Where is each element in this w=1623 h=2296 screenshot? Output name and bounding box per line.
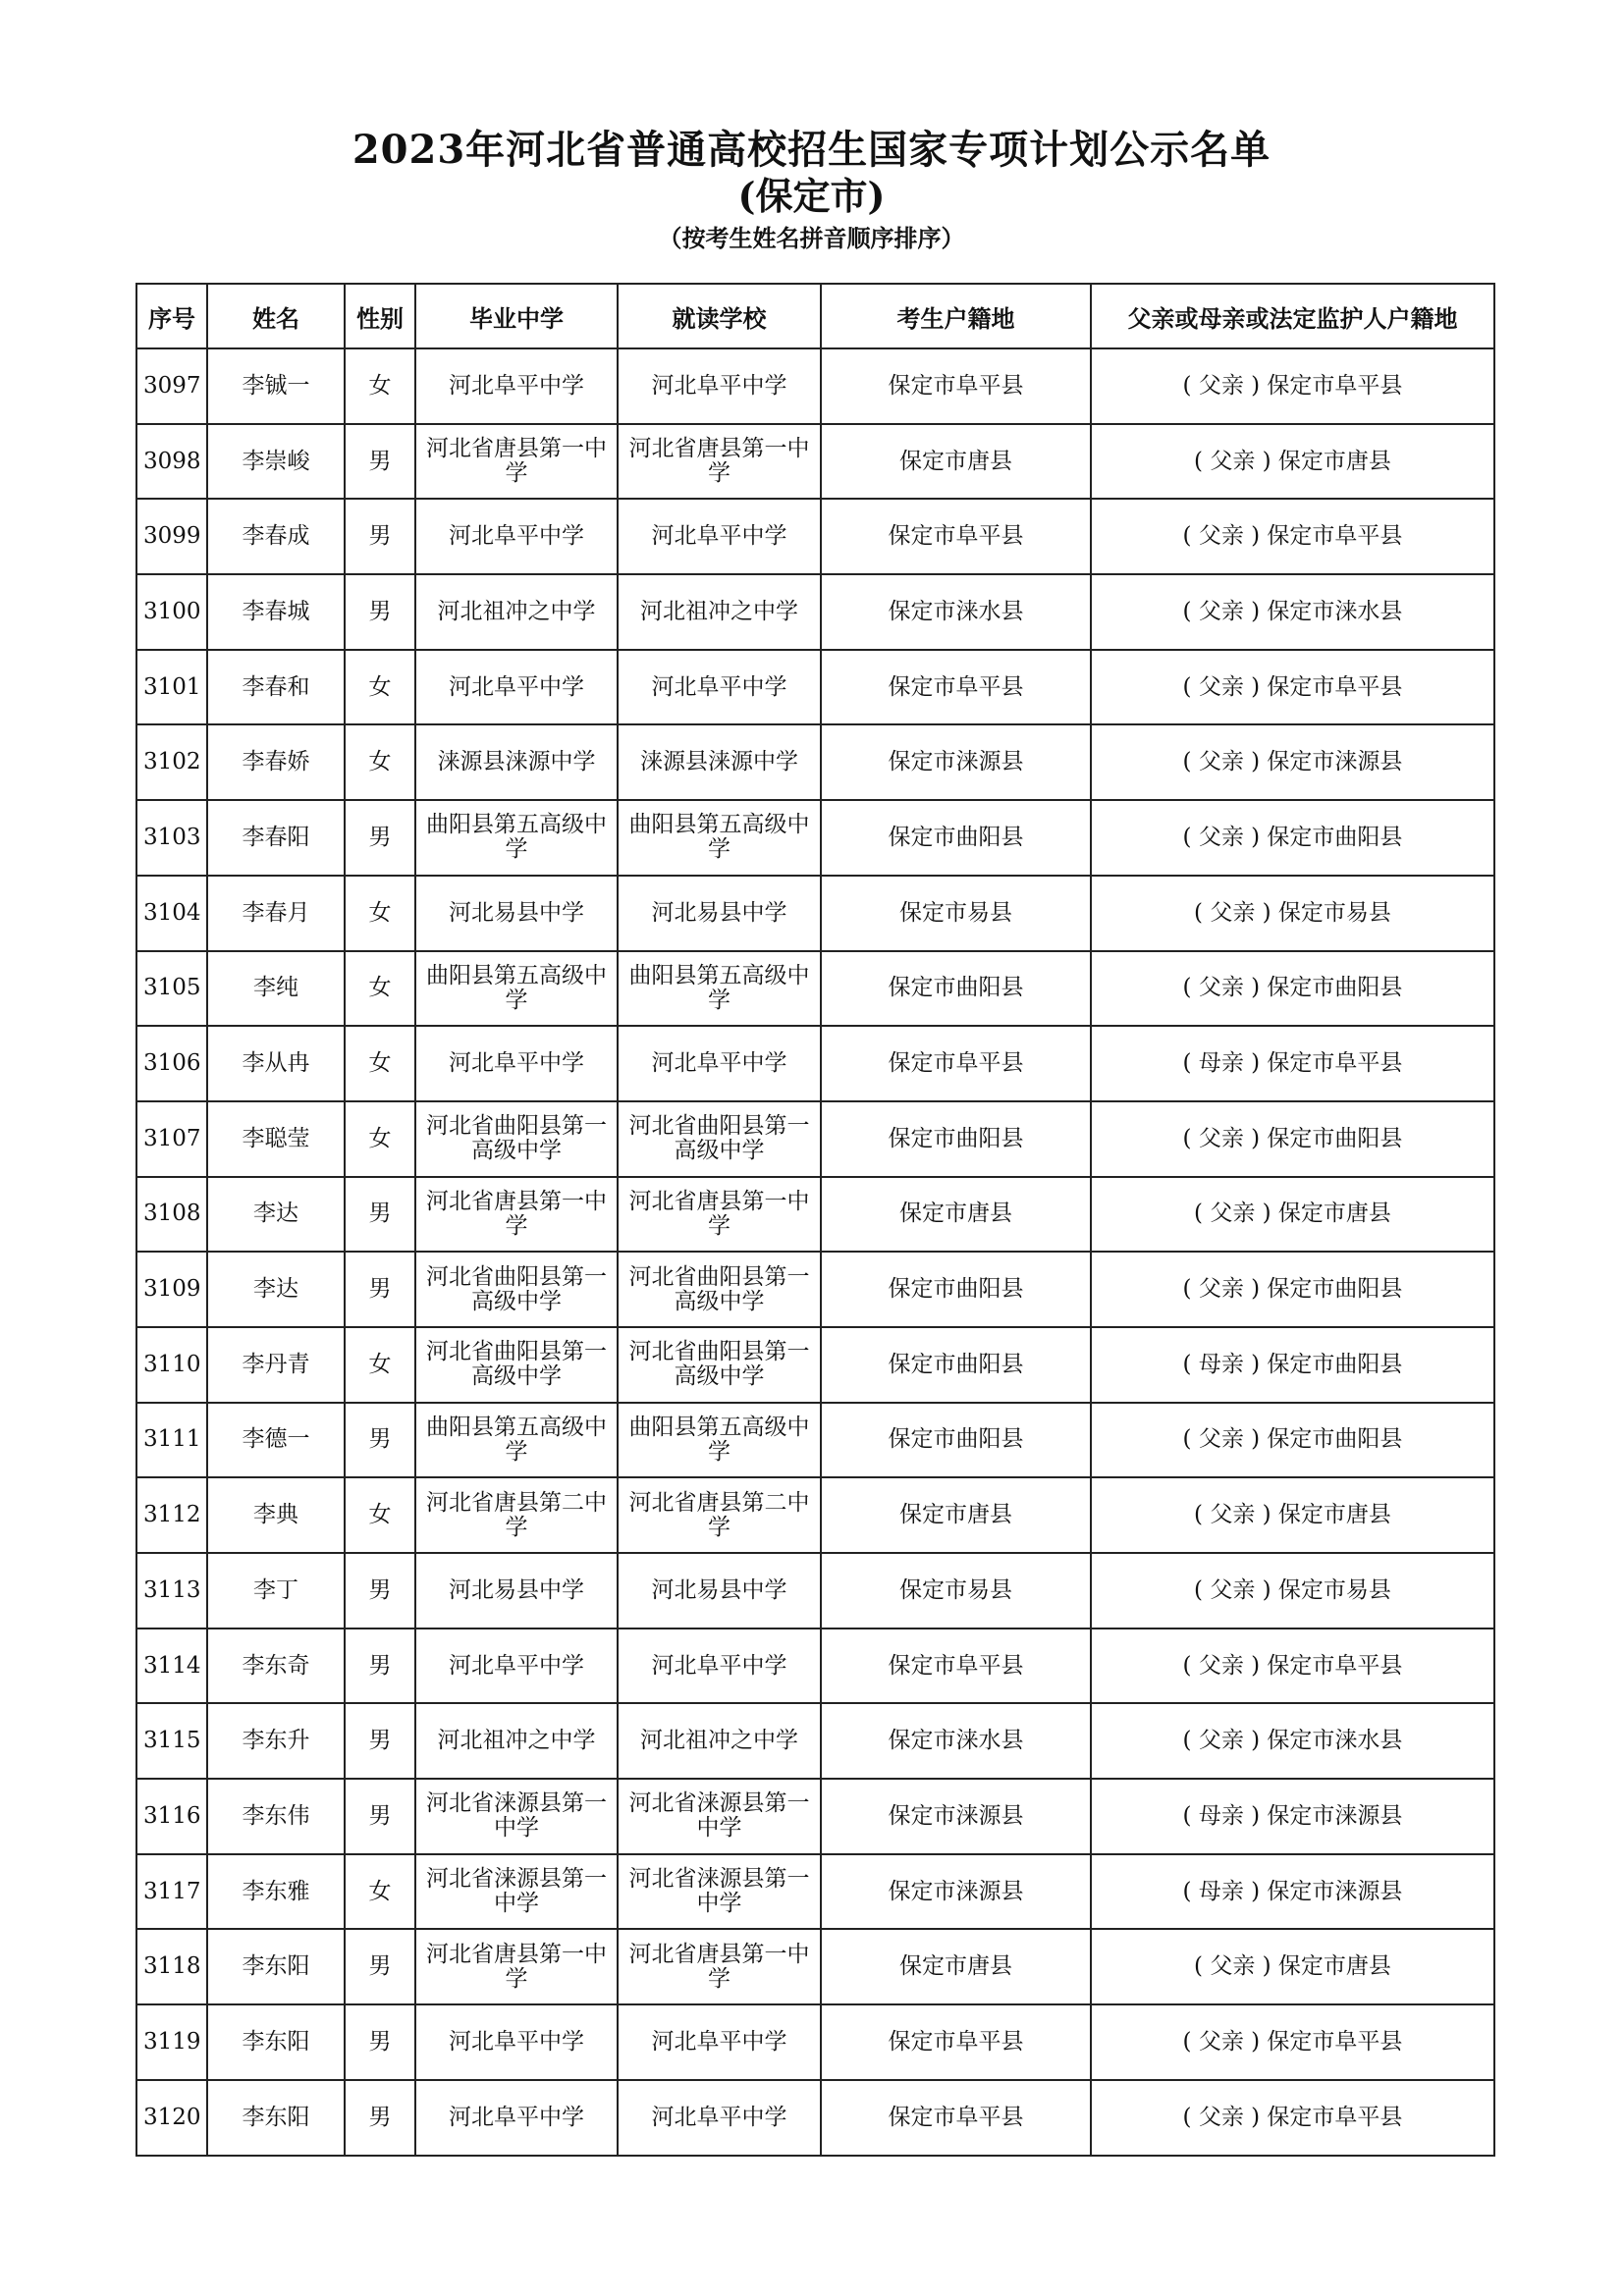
cell-current-school: 河北阜平中学 (618, 499, 821, 574)
cell-grad-school: 河北阜平中学 (415, 348, 618, 424)
cell-seq: 3116 (136, 1779, 207, 1854)
cell-residence: 保定市阜平县 (821, 2004, 1091, 2080)
cell-residence: 保定市唐县 (821, 1929, 1091, 2004)
table-row (136, 348, 1494, 424)
cell-residence: 保定市唐县 (821, 424, 1091, 500)
cell-residence: 保定市曲阳县 (821, 1252, 1091, 1327)
cell-current-school: 河北省涞源县第一中学 (618, 1779, 821, 1854)
table-row (136, 424, 1494, 500)
cell-current-school: 河北省曲阳县第一高级中学 (618, 1101, 821, 1177)
cell-current-school: 河北省唐县第一中学 (618, 424, 821, 500)
cell-residence: 保定市阜平县 (821, 2080, 1091, 2156)
cell-name: 李东奇 (207, 1629, 345, 1704)
cell-grad-school: 河北省唐县第二中学 (415, 1477, 618, 1553)
cell-gender: 男 (345, 499, 415, 574)
cell-gender: 男 (345, 1779, 415, 1854)
cell-grad-school: 河北省曲阳县第一高级中学 (415, 1327, 618, 1403)
cell-seq: 3106 (136, 1026, 207, 1101)
cell-grad-school: 河北省涞源县第一中学 (415, 1779, 618, 1854)
cell-guardian: ( 父亲 ) 保定市阜平县 (1091, 2004, 1494, 2080)
cell-seq: 3100 (136, 574, 207, 650)
cell-current-school: 河北阜平中学 (618, 2004, 821, 2080)
cell-residence: 保定市易县 (821, 876, 1091, 951)
cell-grad-school: 河北阜平中学 (415, 2080, 618, 2156)
cell-guardian: ( 父亲 ) 保定市易县 (1091, 876, 1494, 951)
cell-residence: 保定市曲阳县 (821, 800, 1091, 876)
cell-guardian: ( 父亲 ) 保定市曲阳县 (1091, 1101, 1494, 1177)
table-row (136, 1477, 1494, 1553)
cell-residence: 保定市涞源县 (821, 724, 1091, 800)
cell-residence: 保定市曲阳县 (821, 951, 1091, 1027)
cell-current-school: 河北省唐县第一中学 (618, 1929, 821, 2004)
cell-gender: 男 (345, 2004, 415, 2080)
cell-gender: 男 (345, 2080, 415, 2156)
cell-gender: 女 (345, 1477, 415, 1553)
document-header (0, 126, 1623, 255)
cell-name: 李崇峻 (207, 424, 345, 500)
cell-grad-school: 河北省唐县第一中学 (415, 1177, 618, 1253)
cell-current-school: 河北省唐县第一中学 (618, 1177, 821, 1253)
cell-gender: 女 (345, 876, 415, 951)
cell-name: 李达 (207, 1252, 345, 1327)
cell-seq: 3107 (136, 1101, 207, 1177)
cell-seq: 3109 (136, 1252, 207, 1327)
cell-gender: 女 (345, 348, 415, 424)
cell-current-school: 河北阜平中学 (618, 1629, 821, 1704)
cell-seq: 3115 (136, 1703, 207, 1779)
cell-grad-school: 河北阜平中学 (415, 1026, 618, 1101)
cell-current-school: 河北祖冲之中学 (618, 574, 821, 650)
cell-name: 李东阳 (207, 1929, 345, 2004)
cell-guardian: ( 父亲 ) 保定市曲阳县 (1091, 1252, 1494, 1327)
cell-grad-school: 河北阜平中学 (415, 499, 618, 574)
cell-guardian: ( 父亲 ) 保定市唐县 (1091, 1477, 1494, 1553)
cell-residence: 保定市涞源县 (821, 1779, 1091, 1854)
table-row (136, 1252, 1494, 1327)
cell-name: 李春和 (207, 650, 345, 725)
cell-seq: 3097 (136, 348, 207, 424)
cell-current-school: 曲阳县第五高级中学 (618, 951, 821, 1027)
cell-name: 李典 (207, 1477, 345, 1553)
roster-table (135, 283, 1495, 2157)
table-row (136, 650, 1494, 725)
cell-gender: 男 (345, 574, 415, 650)
cell-gender: 男 (345, 1629, 415, 1704)
cell-current-school: 河北阜平中学 (618, 348, 821, 424)
cell-guardian: ( 父亲 ) 保定市阜平县 (1091, 499, 1494, 574)
cell-residence: 保定市阜平县 (821, 1026, 1091, 1101)
table-row (136, 1327, 1494, 1403)
table-row (136, 1101, 1494, 1177)
column-header-seq: 序号 (136, 284, 207, 348)
cell-grad-school: 河北易县中学 (415, 876, 618, 951)
cell-name: 李从冉 (207, 1026, 345, 1101)
cell-guardian: ( 父亲 ) 保定市唐县 (1091, 424, 1494, 500)
table-row (136, 1629, 1494, 1704)
cell-seq: 3117 (136, 1854, 207, 1930)
cell-name: 李东雅 (207, 1854, 345, 1930)
cell-residence: 保定市阜平县 (821, 650, 1091, 725)
cell-grad-school: 河北祖冲之中学 (415, 574, 618, 650)
cell-gender: 男 (345, 1403, 415, 1478)
cell-name: 李铖一 (207, 348, 345, 424)
cell-seq: 3104 (136, 876, 207, 951)
cell-residence: 保定市阜平县 (821, 348, 1091, 424)
cell-seq: 3111 (136, 1403, 207, 1478)
cell-current-school: 河北省曲阳县第一高级中学 (618, 1327, 821, 1403)
cell-guardian: ( 父亲 ) 保定市阜平县 (1091, 348, 1494, 424)
cell-gender: 女 (345, 951, 415, 1027)
cell-seq: 3110 (136, 1327, 207, 1403)
column-header-current-school: 就读学校 (618, 284, 821, 348)
cell-gender: 男 (345, 1177, 415, 1253)
cell-gender: 男 (345, 1703, 415, 1779)
column-header-grad-school: 毕业中学 (415, 284, 618, 348)
cell-guardian: ( 父亲 ) 保定市曲阳县 (1091, 1403, 1494, 1478)
cell-residence: 保定市唐县 (821, 1477, 1091, 1553)
cell-current-school: 河北省唐县第二中学 (618, 1477, 821, 1553)
cell-name: 李春月 (207, 876, 345, 951)
cell-seq: 3099 (136, 499, 207, 574)
table-body (136, 348, 1494, 2156)
cell-grad-school: 曲阳县第五高级中学 (415, 951, 618, 1027)
cell-seq: 3098 (136, 424, 207, 500)
column-header-gender: 性别 (345, 284, 415, 348)
table-row (136, 2004, 1494, 2080)
cell-seq: 3114 (136, 1629, 207, 1704)
cell-grad-school: 曲阳县第五高级中学 (415, 1403, 618, 1478)
cell-gender: 男 (345, 1252, 415, 1327)
table-row (136, 1703, 1494, 1779)
cell-residence: 保定市曲阳县 (821, 1403, 1091, 1478)
cell-guardian: ( 父亲 ) 保定市易县 (1091, 1553, 1494, 1629)
cell-seq: 3101 (136, 650, 207, 725)
cell-name: 李丁 (207, 1553, 345, 1629)
cell-residence: 保定市阜平县 (821, 499, 1091, 574)
cell-current-school: 河北阜平中学 (618, 650, 821, 725)
cell-seq: 3118 (136, 1929, 207, 2004)
cell-guardian: ( 母亲 ) 保定市曲阳县 (1091, 1327, 1494, 1403)
cell-grad-school: 河北阜平中学 (415, 650, 618, 725)
cell-name: 李春城 (207, 574, 345, 650)
cell-guardian: ( 父亲 ) 保定市涞源县 (1091, 724, 1494, 800)
cell-residence: 保定市唐县 (821, 1177, 1091, 1253)
column-header-name: 姓名 (207, 284, 345, 348)
cell-name: 李东伟 (207, 1779, 345, 1854)
table-row (136, 1177, 1494, 1253)
cell-guardian: ( 母亲 ) 保定市阜平县 (1091, 1026, 1494, 1101)
cell-name: 李春阳 (207, 800, 345, 876)
cell-name: 李丹青 (207, 1327, 345, 1403)
document-title: 2023年河北省普通高校招生国家专项计划公示名单 (352, 127, 1271, 173)
column-header-residence: 考生户籍地 (821, 284, 1091, 348)
cell-residence: 保定市易县 (821, 1553, 1091, 1629)
cell-name: 李春成 (207, 499, 345, 574)
cell-name: 李春娇 (207, 724, 345, 800)
cell-seq: 3119 (136, 2004, 207, 2080)
cell-residence: 保定市曲阳县 (821, 1327, 1091, 1403)
cell-grad-school: 河北省唐县第一中学 (415, 1929, 618, 2004)
cell-grad-school: 河北省涞源县第一中学 (415, 1854, 618, 1930)
cell-name: 李纯 (207, 951, 345, 1027)
table-row (136, 724, 1494, 800)
cell-current-school: 河北省涞源县第一中学 (618, 1854, 821, 1930)
cell-residence: 保定市阜平县 (821, 1629, 1091, 1704)
cell-gender: 男 (345, 1929, 415, 2004)
cell-seq: 3108 (136, 1177, 207, 1253)
cell-grad-school: 河北祖冲之中学 (415, 1703, 618, 1779)
cell-current-school: 河北易县中学 (618, 876, 821, 951)
cell-seq: 3113 (136, 1553, 207, 1629)
cell-guardian: ( 父亲 ) 保定市阜平县 (1091, 2080, 1494, 2156)
cell-name: 李聪莹 (207, 1101, 345, 1177)
table-row (136, 1779, 1494, 1854)
cell-seq: 3102 (136, 724, 207, 800)
cell-gender: 女 (345, 724, 415, 800)
cell-current-school: 涞源县涞源中学 (618, 724, 821, 800)
table-row (136, 1929, 1494, 2004)
cell-name: 李东升 (207, 1703, 345, 1779)
cell-current-school: 曲阳县第五高级中学 (618, 800, 821, 876)
cell-seq: 3120 (136, 2080, 207, 2156)
cell-current-school: 河北阜平中学 (618, 1026, 821, 1101)
cell-guardian: ( 父亲 ) 保定市涞水县 (1091, 574, 1494, 650)
cell-name: 李东阳 (207, 2004, 345, 2080)
cell-guardian: ( 父亲 ) 保定市曲阳县 (1091, 951, 1494, 1027)
cell-seq: 3103 (136, 800, 207, 876)
cell-grad-school: 河北省曲阳县第一高级中学 (415, 1252, 618, 1327)
cell-current-school: 河北易县中学 (618, 1553, 821, 1629)
cell-name: 李达 (207, 1177, 345, 1253)
cell-grad-school: 河北省曲阳县第一高级中学 (415, 1101, 618, 1177)
cell-current-school: 河北省曲阳县第一高级中学 (618, 1252, 821, 1327)
cell-seq: 3105 (136, 951, 207, 1027)
table-row (136, 876, 1494, 951)
sort-note: （按考生姓名拼音顺序排序） (658, 224, 965, 252)
cell-grad-school: 河北易县中学 (415, 1553, 618, 1629)
cell-grad-school: 河北阜平中学 (415, 2004, 618, 2080)
cell-gender: 女 (345, 1327, 415, 1403)
cell-gender: 女 (345, 650, 415, 725)
table-row (136, 1403, 1494, 1478)
cell-grad-school: 涞源县涞源中学 (415, 724, 618, 800)
table-row (136, 2080, 1494, 2156)
cell-grad-school: 河北省唐县第一中学 (415, 424, 618, 500)
cell-guardian: ( 父亲 ) 保定市阜平县 (1091, 1629, 1494, 1704)
table-row (136, 499, 1494, 574)
cell-grad-school: 曲阳县第五高级中学 (415, 800, 618, 876)
cell-guardian: ( 父亲 ) 保定市阜平县 (1091, 650, 1494, 725)
table-row (136, 800, 1494, 876)
cell-guardian: ( 父亲 ) 保定市涞水县 (1091, 1703, 1494, 1779)
document-subtitle: (保定市) (737, 174, 886, 218)
cell-gender: 男 (345, 424, 415, 500)
cell-guardian: ( 母亲 ) 保定市涞源县 (1091, 1854, 1494, 1930)
table-header (136, 284, 1494, 348)
cell-residence: 保定市涞源县 (821, 1854, 1091, 1930)
header-row (136, 284, 1494, 348)
table-row (136, 1854, 1494, 1930)
cell-name: 李东阳 (207, 2080, 345, 2156)
cell-gender: 男 (345, 1553, 415, 1629)
cell-name: 李德一 (207, 1403, 345, 1478)
cell-seq: 3112 (136, 1477, 207, 1553)
column-header-guardian: 父亲或母亲或法定监护人户籍地 (1091, 284, 1494, 348)
cell-gender: 女 (345, 1101, 415, 1177)
table-row (136, 951, 1494, 1027)
cell-gender: 女 (345, 1854, 415, 1930)
cell-guardian: ( 父亲 ) 保定市曲阳县 (1091, 800, 1494, 876)
cell-guardian: ( 母亲 ) 保定市涞源县 (1091, 1779, 1494, 1854)
cell-current-school: 河北阜平中学 (618, 2080, 821, 2156)
table-row (136, 1026, 1494, 1101)
cell-guardian: ( 父亲 ) 保定市唐县 (1091, 1929, 1494, 2004)
table-row (136, 574, 1494, 650)
cell-guardian: ( 父亲 ) 保定市唐县 (1091, 1177, 1494, 1253)
cell-gender: 男 (345, 800, 415, 876)
cell-residence: 保定市涞水县 (821, 1703, 1091, 1779)
cell-grad-school: 河北阜平中学 (415, 1629, 618, 1704)
cell-current-school: 曲阳县第五高级中学 (618, 1403, 821, 1478)
cell-residence: 保定市曲阳县 (821, 1101, 1091, 1177)
cell-current-school: 河北祖冲之中学 (618, 1703, 821, 1779)
cell-residence: 保定市涞水县 (821, 574, 1091, 650)
cell-gender: 女 (345, 1026, 415, 1101)
table-row (136, 1553, 1494, 1629)
